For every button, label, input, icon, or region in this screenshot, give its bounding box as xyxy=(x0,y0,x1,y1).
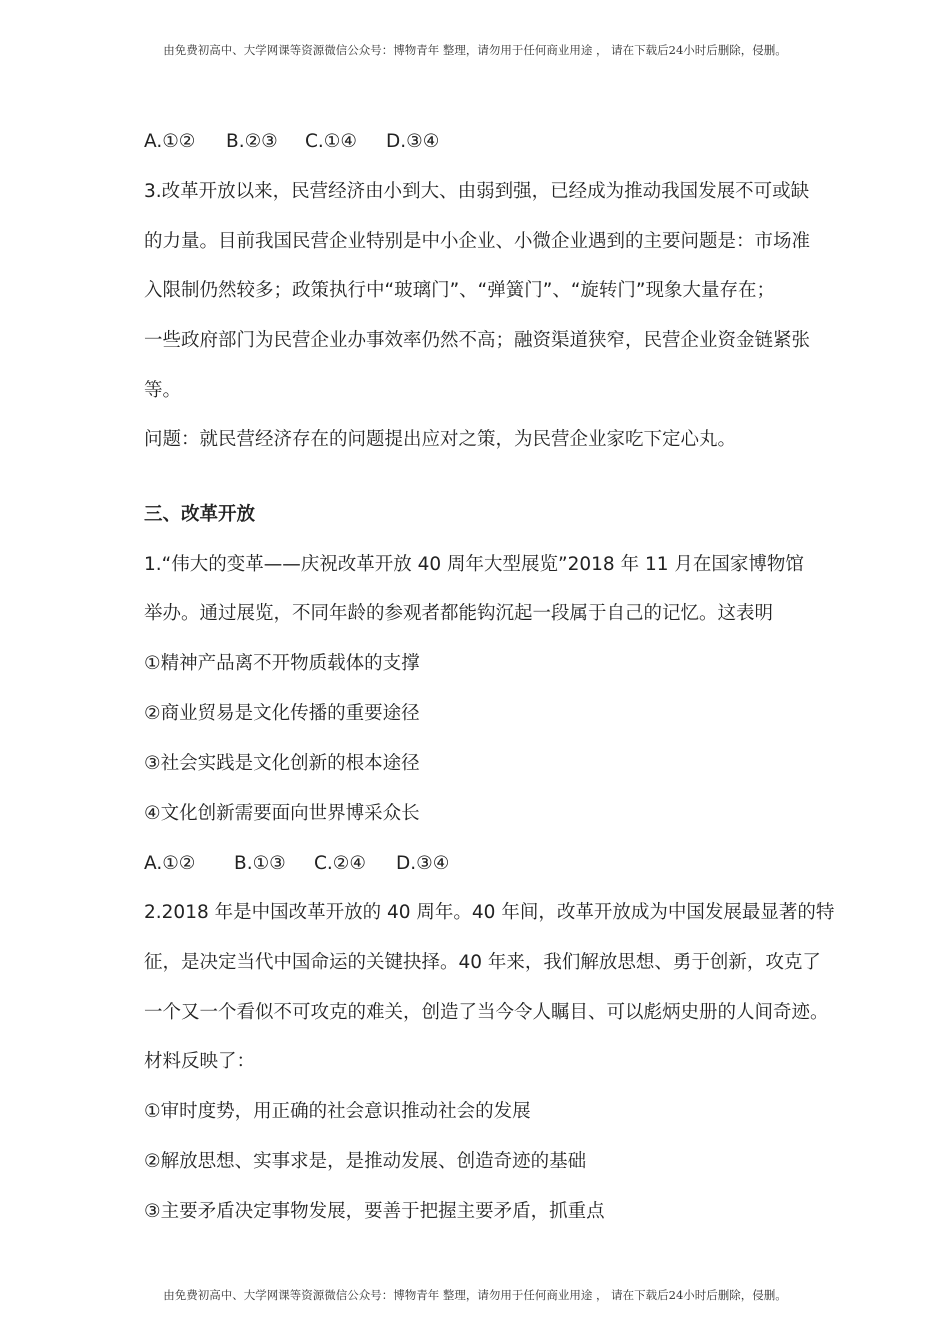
question3-ask: 问题：就民营经济存在的问题提出应对之策，为民营企业家吃下定心丸。 xyxy=(144,429,737,450)
option-d: D.③④ xyxy=(386,131,440,152)
option-c: C.②④ xyxy=(314,853,366,874)
question3-line: 等。 xyxy=(144,380,182,401)
q2-line: 征，是决定当代中国命运的关键抉择。40 年来，我们解放思想、勇于创新，攻克了 xyxy=(144,952,821,973)
question3-line: 的力量。目前我国民营企业特别是中小企业、小微企业遇到的主要问题是：市场准 xyxy=(144,231,811,252)
question3-line: 一些政府部门为民营企业办事效率仍然不高；融资渠道狭窄，民营企业资金链紧张 xyxy=(144,330,811,351)
q1-options xyxy=(144,852,449,876)
option-b: B.②③ xyxy=(226,131,278,152)
watermark-footer: 由免费初高中、大学网课等资源微信公众号：博物青年 整理，请勿用于任何商业用途 ， 请在下载后24小时后删除，侵删。 xyxy=(163,1288,787,1302)
q1-line: 举办。通过展览，不同年龄的参观者都能钩沉起一段属于自己的记忆。这表明 xyxy=(144,603,774,624)
option-a: A.①② xyxy=(144,131,196,152)
q2-statement: ③主要矛盾决定事物发展，要善于把握主要矛盾，抓重点 xyxy=(144,1201,605,1222)
option-a: A.①② xyxy=(144,853,196,874)
q1-statement: ④文化创新需要面向世界博采众长 xyxy=(144,803,420,824)
question3-line: 3.改革开放以来，民营经济由小到大、由弱到强，已经成为推动我国发展不可或缺 xyxy=(144,181,810,202)
option-d: D.③④ xyxy=(396,853,450,874)
watermark-header: 由免费初高中、大学网课等资源微信公众号：博物青年 整理，请勿用于任何商业用途 ， 请在下载后24小时后删除，侵删。 xyxy=(163,43,787,57)
option-b: B.①③ xyxy=(234,853,286,874)
q1-statement: ③社会实践是文化创新的根本途径 xyxy=(144,753,420,774)
q1-statement: ①精神产品离不开物质载体的支撑 xyxy=(144,653,420,674)
prev-question-options xyxy=(144,130,439,154)
q1-line: 1.“伟大的变革——庆祝改革开放 40 周年大型展览”2018 年 11 月在国家博物馆 xyxy=(144,554,804,575)
q2-statement: ①审时度势，用正确的社会意识推动社会的发展 xyxy=(144,1101,531,1122)
question3-line: 入限制仍然较多；政策执行中“玻璃门”、“弹簧门”、“旋转门”现象大量存在； xyxy=(144,280,776,301)
option-c: C.①④ xyxy=(305,131,357,152)
q2-line: 材料反映了： xyxy=(144,1051,256,1072)
q2-statement: ②解放思想、实事求是，是推动发展、创造奇迹的基础 xyxy=(144,1151,587,1172)
q1-statement: ②商业贸易是文化传播的重要途径 xyxy=(144,703,420,724)
q2-line: 2.2018 年是中国改革开放的 40 周年。40 年间，改革开放成为中国发展最显著的特 xyxy=(144,902,835,923)
q2-line: 一个又一个看似不可攻克的难关，创造了当今令人瞩目、可以彪炳史册的人间奇迹。 xyxy=(144,1002,829,1023)
section-heading: 三、改革开放 xyxy=(144,504,256,525)
